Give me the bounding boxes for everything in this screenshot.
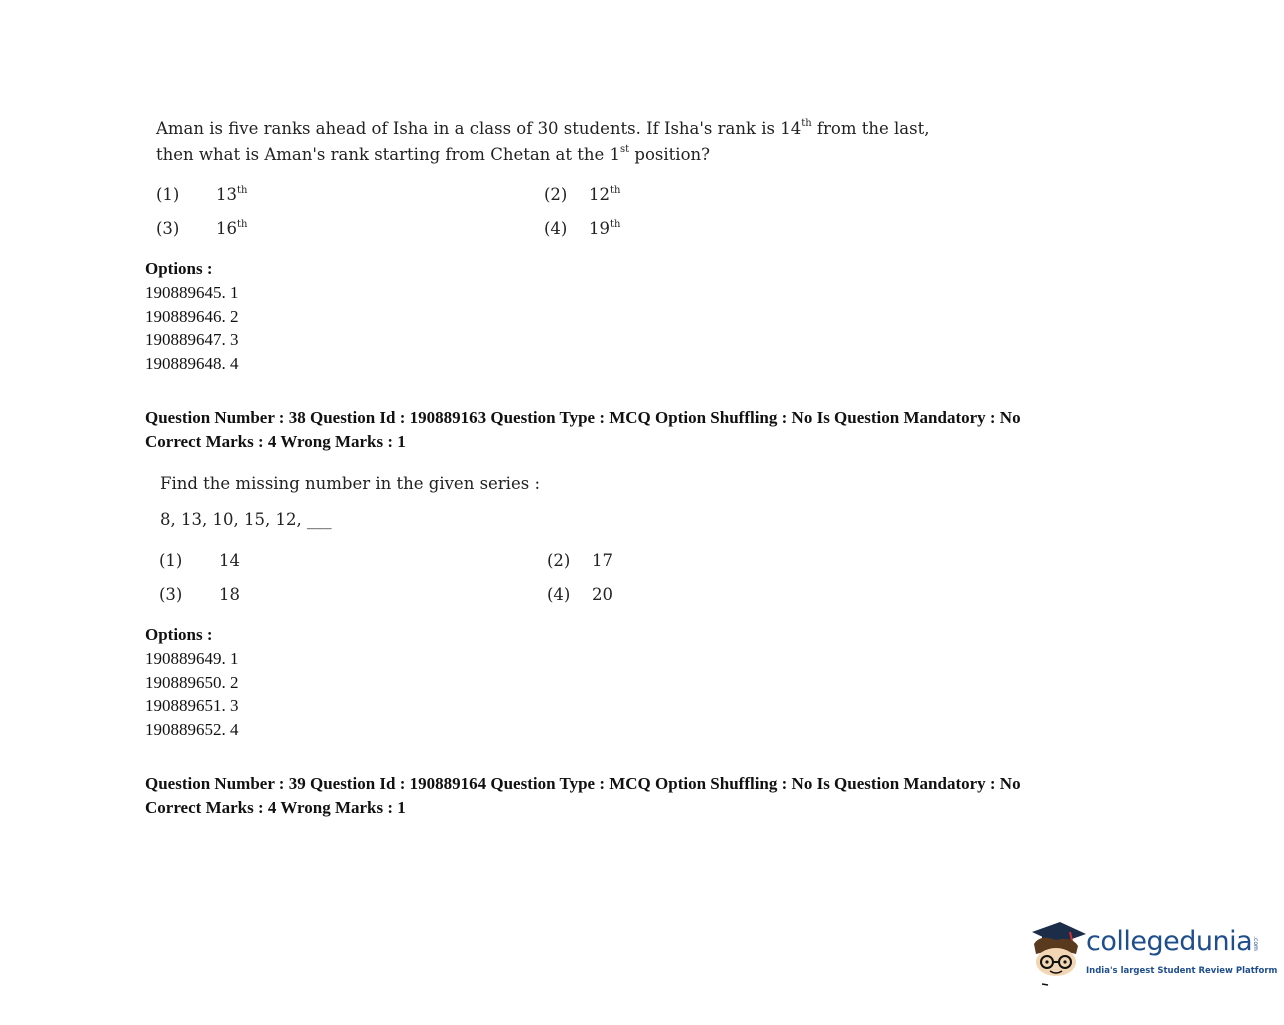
q37-choice-1-val: 13th bbox=[216, 184, 248, 204]
q37-choice-2-val: 12th bbox=[589, 184, 621, 204]
q37-option-4: 190889648. 4 bbox=[145, 353, 239, 373]
q39-header bbox=[145, 772, 1021, 820]
q38-header bbox=[145, 406, 1021, 454]
q37-option-1: 190889645. 1 bbox=[145, 283, 239, 302]
collegedunia-logo bbox=[1026, 918, 1278, 988]
q38-header-line1: Question Number : 38 Question Id : 190889163 Question Type : MCQ Option Shuffling : No Is Question Mandatory : No bbox=[145, 408, 1021, 427]
q38-header-line2: Correct Marks : 4 Wrong Marks : 1 bbox=[145, 432, 406, 451]
q37-line2: then what is Aman's rank starting from Chetan at the 1st position? bbox=[156, 143, 710, 164]
q38-choice-4-num: (4) bbox=[547, 585, 571, 604]
q38-option-1: 190889649. 1 bbox=[145, 649, 239, 668]
logo-tagline: India's largest Student Review Platform bbox=[1086, 966, 1278, 976]
q38-choice-1-val: 14 bbox=[219, 551, 240, 570]
q39-header-line2: Correct Marks : 4 Wrong Marks : 1 bbox=[145, 798, 406, 817]
q38-option-3: 190889651. 3 bbox=[145, 696, 239, 715]
q37-choice-3-num: (3) bbox=[156, 219, 180, 238]
q38-choice-4-val: 20 bbox=[592, 585, 613, 604]
q38-option-2: 190889650. 2 bbox=[145, 672, 239, 692]
q38-choice-1-num: (1) bbox=[159, 551, 183, 570]
logo-name: collegedunia bbox=[1086, 926, 1253, 957]
q37-options-label: Options : bbox=[145, 259, 213, 278]
q37-text bbox=[156, 116, 929, 168]
q38-options-label: Options : bbox=[145, 625, 213, 644]
q38-text bbox=[160, 471, 540, 497]
q37-choice-2-num: (2) bbox=[544, 185, 568, 204]
q38-options-list bbox=[145, 647, 239, 741]
q37-line1: Aman is five ranks ahead of Isha in a class of 30 students. If Isha's rank is 14th from the last, bbox=[156, 117, 930, 138]
q37-choice-1-num: (1) bbox=[156, 185, 180, 204]
q38-option-4: 190889652. 4 bbox=[145, 719, 239, 739]
logo-suffix: .com bbox=[1251, 936, 1259, 951]
q38-choice-2-val: 17 bbox=[592, 551, 613, 570]
q38-choice-2-num: (2) bbox=[547, 551, 571, 570]
q38-question: Find the missing number in the given series : bbox=[160, 474, 540, 493]
q39-header-line1: Question Number : 39 Question Id : 190889164 Question Type : MCQ Option Shuffling : No Is Question Mandatory : No bbox=[145, 774, 1021, 793]
q37-choices bbox=[0, 185, 1284, 245]
q38-series: 8, 13, 10, 15, 12, ___ bbox=[160, 510, 332, 529]
q37-choice-3-val: 16th bbox=[216, 218, 248, 238]
q37-choice-4-num: (4) bbox=[544, 219, 568, 238]
q38-choices bbox=[0, 551, 1284, 611]
mascot-icon bbox=[1026, 918, 1088, 988]
q38-choice-3-val: 18 bbox=[219, 585, 240, 604]
q37-option-2: 190889646. 2 bbox=[145, 306, 239, 326]
q37-option-3: 190889647. 3 bbox=[145, 330, 239, 349]
q37-options-list bbox=[145, 281, 239, 375]
q38-choice-3-num: (3) bbox=[159, 585, 183, 604]
q37-choice-4-val: 19th bbox=[589, 218, 621, 238]
